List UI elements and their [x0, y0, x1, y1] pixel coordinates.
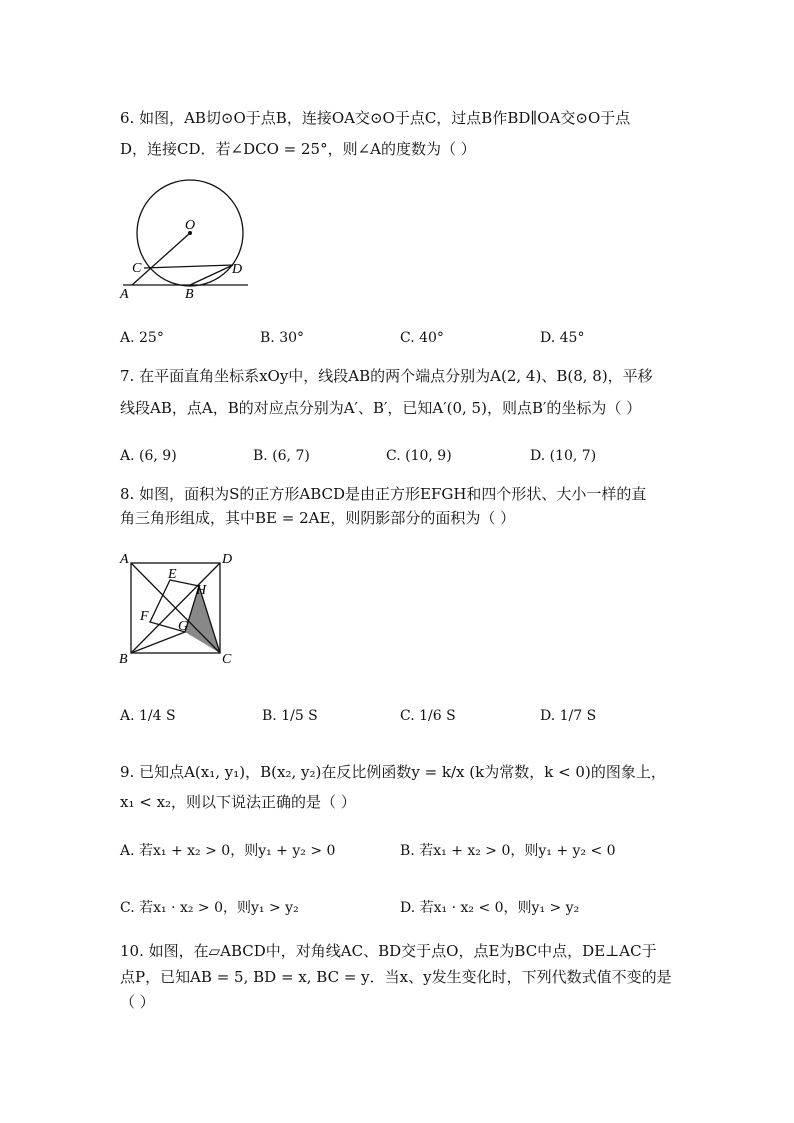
- q10-line1: 10. 如图，在▱ABCD中，对角线AC、BD交于点O，点E为BC中点，DE⊥AC于: [120, 942, 657, 960]
- q7-line1: 7. 在平面直角坐标系xOy中，线段AB的两个端点分别为A(2, 4)、B(8, 8)，平移: [120, 367, 653, 385]
- q8-label-a: A: [120, 552, 129, 567]
- q8-label-d: D: [222, 552, 233, 567]
- q7-option-b[interactable]: B. (6, 7): [253, 448, 310, 464]
- q9-option-d[interactable]: D. 若x₁ · x₂ < 0，则y₁ > y₂: [400, 900, 580, 916]
- q8-square-figure: [115, 548, 240, 673]
- q9-option-c[interactable]: C. 若x₁ · x₂ > 0，则y₁ > y₂: [120, 900, 299, 916]
- q6-label-c: C: [132, 261, 142, 276]
- q8-label-g: G: [178, 619, 189, 634]
- q8-option-d[interactable]: D. 1/7 S: [540, 708, 597, 724]
- q6-line2: D，连接CD．若∠DCO = 25°，则∠A的度数为（ ）: [120, 140, 476, 158]
- q8-label-e: E: [168, 567, 177, 582]
- q8-option-c[interactable]: C. 1/6 S: [400, 708, 456, 724]
- q7-line2: 线段AB，点A，B的对应点分别为A′、B′，已知A′(0, 5)，则点B′的坐标为（ ）: [120, 399, 642, 417]
- q8-line1: 8. 如图，面积为S的正方形ABCD是由正方形EFGH和四个形状、大小一样的直: [120, 485, 647, 503]
- q6-option-c[interactable]: C. 40°: [400, 330, 444, 346]
- q6-label-o: O: [185, 218, 196, 233]
- q8-option-a[interactable]: A. 1/4 S: [120, 708, 176, 724]
- q6-circle-figure: [115, 178, 255, 303]
- q9-option-b[interactable]: B. 若x₁ + x₂ > 0，则y₁ + y₂ < 0: [400, 843, 616, 859]
- q10-line3: （ ）: [120, 993, 155, 1011]
- q7-option-a[interactable]: A. (6, 9): [120, 448, 177, 464]
- q8-label-c: C: [222, 652, 232, 667]
- q9-option-a[interactable]: A. 若x₁ + x₂ > 0，则y₁ + y₂ > 0: [120, 843, 336, 859]
- q7-option-c[interactable]: C. (10, 9): [386, 448, 452, 464]
- q8-line2: 角三角形组成，其中BE = 2AE，则阴影部分的面积为（ ）: [120, 509, 516, 527]
- q9-line2: x₁ < x₂，则以下说法正确的是（ ）: [120, 793, 356, 811]
- q9-line1: 9. 已知点A(x₁, y₁)，B(x₂, y₂)在反比例函数y = k/x (k为常数，k < 0)的图象上，: [120, 763, 666, 781]
- q6-label-b: B: [185, 287, 194, 302]
- q8-label-f: F: [140, 609, 149, 624]
- q10-line2: 点P，已知AB = 5, BD = x, BC = y．当x、y发生变化时，下列代数式值不变的是: [120, 968, 672, 986]
- q6-option-b[interactable]: B. 30°: [260, 330, 305, 346]
- q8-label-b: B: [119, 652, 128, 667]
- q6-label-a: A: [120, 287, 129, 302]
- q7-option-d[interactable]: D. (10, 7): [530, 448, 597, 464]
- q6-label-d: D: [232, 262, 243, 277]
- q6-line1: 6. 如图，AB切⊙O于点B，连接OA交⊙O于点C，过点B作BD∥OA交⊙O于点: [120, 109, 631, 127]
- q8-label-h: H: [196, 583, 207, 598]
- q6-option-d[interactable]: D. 45°: [540, 330, 585, 346]
- q8-option-b[interactable]: B. 1/5 S: [262, 708, 318, 724]
- q6-option-a[interactable]: A. 25°: [120, 330, 164, 346]
